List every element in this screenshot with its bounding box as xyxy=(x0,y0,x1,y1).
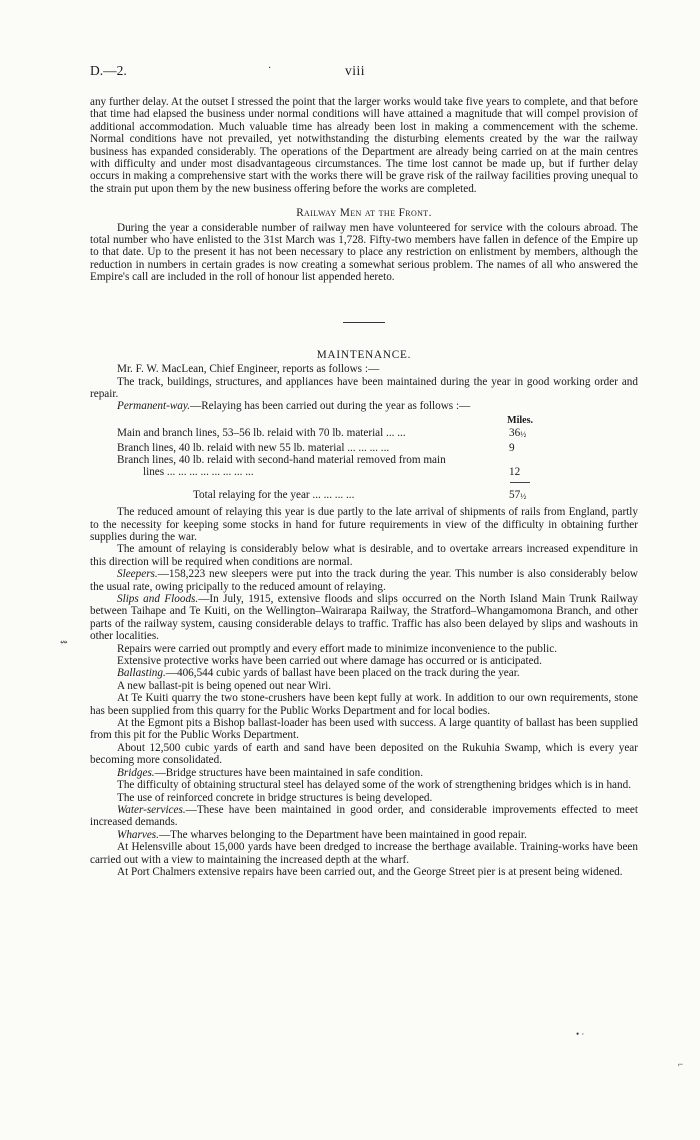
paragraph-reinforced-concrete: The use of reinforced concrete in bridge structures is being developed. xyxy=(117,791,433,804)
label-slips-floods: Slips and Floods. xyxy=(117,593,199,605)
label-ballasting: Ballasting. xyxy=(117,667,166,680)
section-divider xyxy=(343,322,385,323)
paragraph-amount-below: The amount of relaying is considerably below what is desirable, and to overtake arrears increased expenditure in this direction will be required when conditions are normal. xyxy=(90,543,638,568)
page-number: viii xyxy=(345,63,366,78)
table-row: Branch lines, 40 lb. relaid with second-hand material removed from main xyxy=(117,453,446,466)
margin-mark-icon: ↭ xyxy=(60,637,68,647)
paragraph-helensville: At Helensville about 15,000 yards have been dredged to increase the berthage available. Training-works have been carried out with a view to maintaining the increased depth at the wharf. xyxy=(90,841,638,866)
heading-railway-men: Railway Men at the Front. xyxy=(296,207,432,220)
paragraph-reduced-amount: The reduced amount of relaying this year is due partly to the late arrival of shipments of rails from England, partly to the necessity for keeping some stocks in hand for future requirements in view of the difficulty in obtaining further supplies during the war. xyxy=(90,506,638,543)
label-wharves: Wharves. xyxy=(117,828,159,841)
table-total-row: Total relaying for the year ... ... ... ... 57½ xyxy=(193,488,527,501)
page-header xyxy=(90,65,638,81)
header-dot: · xyxy=(268,63,272,74)
paragraph-further-delay: any further delay. At the outset I stressed the point that the larger works would take five years to complete, and that before that time had elapsed the business under normal conditions will have attained a magnitude that will compel provision of additional accommodation. Much valuable time has already been lost in making a commencement with the scheme. Normal conditions have not prevailed, yet notwithstanding the disturbing elements created by the war the railway business has expanded considerably. The operations of the Department are already being carried on at the main centres with difficulty and under most disadvantageous circumstances. The time lost cannot be made up, but if further delay occurs in making a comprehensive start with the works there will be grave risk of the railway facilities proving unequal to the strain put upon them by the new business offering before the works are completed. xyxy=(90,96,638,195)
table-sum-rule xyxy=(510,482,530,483)
page-body xyxy=(90,96,638,878)
table-units: Miles. xyxy=(507,414,533,426)
paragraph-sleepers: Sleepers.—158,223 new sleepers were put into the track during the year. This number is also considerably below the usual rate, owing pricipally to the reduced amount of relaying. xyxy=(90,568,638,593)
paragraph-te-kuiti: At Te Kuiti quarry the two stone-crushers have been kept fully at work. In addition to our own requirements, stone has been supplied from this quarry for the Public Works Department and for local bodies. xyxy=(90,692,638,717)
relaying-table xyxy=(117,415,533,503)
paragraph-protective-works: Extensive protective works have been carried out where damage has occurred or is anticipated. xyxy=(117,655,542,668)
paragraph-bridges: Bridges.—Bridge structures have been maintained in safe condition. xyxy=(117,766,424,779)
paragraph-egmont: At the Egmont pits a Bishop ballast-loader has been used with success. A large quantity of ballast has been supplied from this pit for the Public Works Department. xyxy=(90,717,638,742)
paragraph-slips-floods: Slips and Floods.—In July, 1915, extensive floods and slips occurred on the North Island Main Trunk Railway between Taihape and Te Kuiti, on the Wellington–Wairarapa Railway, the Stratford–Whangamomona Branch, and other parts of the railway system, causing considerable delays to traffic. Traffic has also been delayed by slips and washouts in other localities. xyxy=(90,593,638,643)
paragraph-ballasting: Ballasting.—406,544 cubic yards of ballast have been placed on the track during the year. xyxy=(117,667,520,680)
paragraph-track-maintained: The track, buildings, structures, and appliances have been maintained during the year in good working order and repair. xyxy=(90,375,638,400)
table-row: lines ... ... ... ... ... ... ... ... 12 xyxy=(143,466,521,479)
table-row: Branch lines, 40 lb. relaid with new 55 lb. material ... ... ... ... 9 xyxy=(117,441,515,454)
table-row: Main and branch lines, 53–56 lb. relaid with 70 lb. material ... ... 36½ xyxy=(117,427,527,440)
paragraph-enlistment: During the year a considerable number of railway men have volunteered for service with the colours abroad. The total number who have enlisted to the 31st March was 1,728. Fifty-two members have fallen in defence of the Empire up to that date. Up to the present it has not been necessary to place any restriction on enlistment by members, although the reduction in numbers in certain grades is now creating a somewhat serious problem. The names of all who answered the Empire's call are included in the roll of honour list appended hereto. xyxy=(90,221,638,284)
paragraph-structural-steel: The difficulty of obtaining structural steel has delayed some of the work of strengthening bridges which is in hand. xyxy=(117,779,631,792)
label-bridges: Bridges. xyxy=(117,766,155,779)
paragraph-water-services: Water-services.—These have been maintained in good order, and considerable improvements effected to meet increased demands. xyxy=(90,803,638,829)
label-permanent-way: Permanent-way. xyxy=(117,400,191,413)
paragraph-engineer-intro: Mr. F. W. MacLean, Chief Engineer, reports as follows :— xyxy=(117,363,380,376)
paragraph-new-pit: A new ballast-pit is being opened out near Wiri. xyxy=(117,679,332,692)
paragraph-wharves: Wharves.—The wharves belonging to the Department have been maintained in good repair. xyxy=(117,828,527,841)
paragraph-repairs: Repairs were carried out promptly and every effort made to minimize inconvenience to the public. xyxy=(117,642,557,655)
paragraph-permanent-way: Permanent-way.—Relaying has been carried out during the year as follows :— xyxy=(117,400,471,413)
heading-maintenance: MAINTENANCE. xyxy=(316,348,412,361)
stray-dot-icon: • · xyxy=(576,1029,585,1039)
page-reference: D.—2. xyxy=(90,63,127,78)
label-water-services: Water-services. xyxy=(117,803,186,816)
stray-dash-icon: ⌐ xyxy=(678,1059,684,1069)
paragraph-rukuhia: About 12,500 cubic yards of earth and sand have been deposited on the Rukuhia Swamp, which is every year becoming more consolidated. xyxy=(90,741,638,767)
paragraph-port-chalmers: At Port Chalmers extensive repairs have been carried out, and the George Street pier is at present being widened. xyxy=(117,865,623,878)
label-sleepers: Sleepers. xyxy=(117,568,158,581)
